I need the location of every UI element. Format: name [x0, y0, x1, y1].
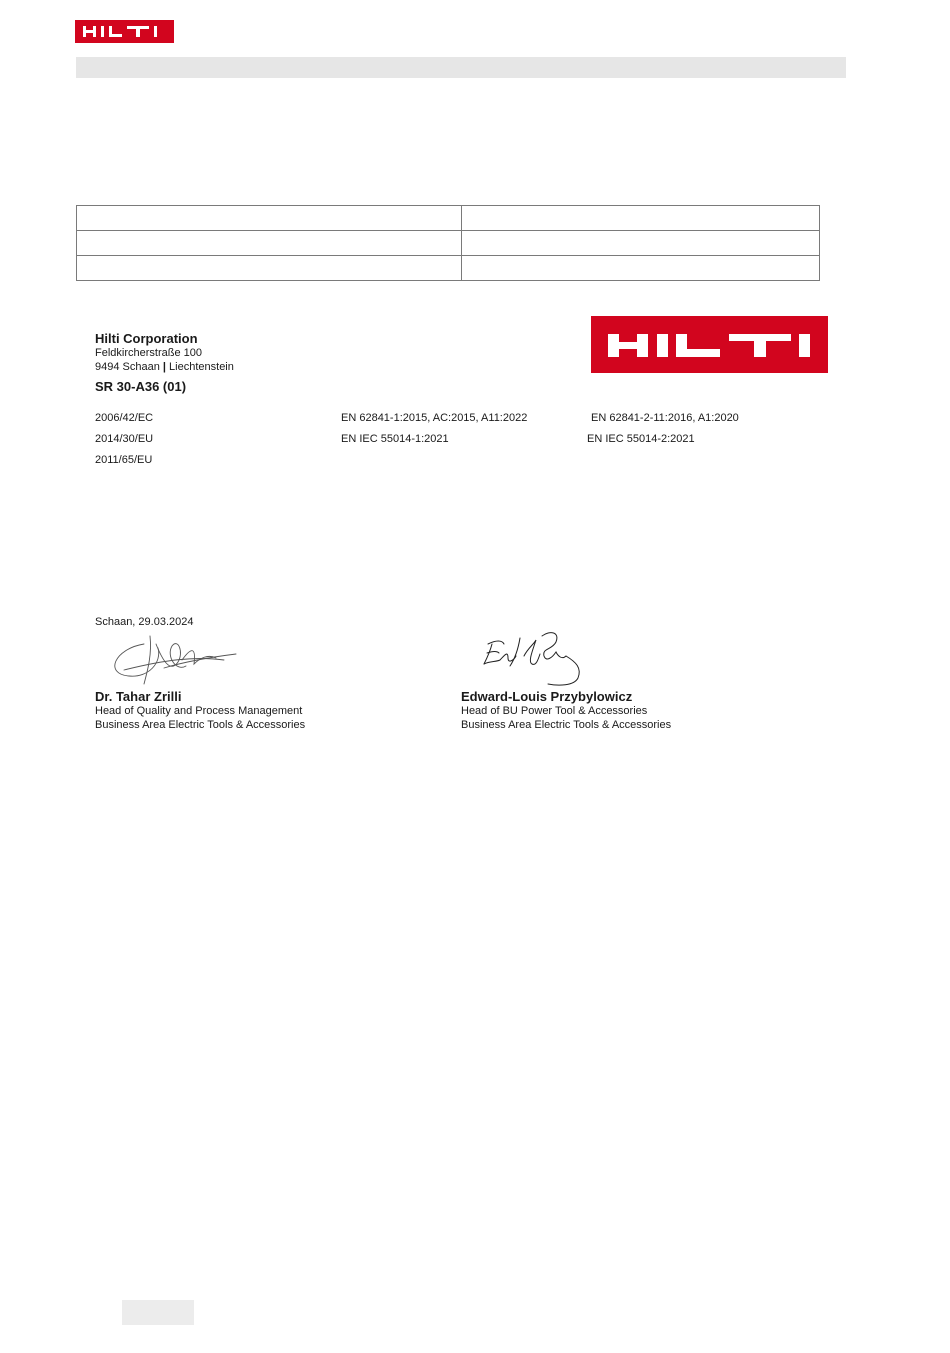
- standard: EN 62841-2-11:2016, A1:2020: [591, 412, 739, 424]
- company-country: Liechtenstein: [169, 361, 234, 373]
- table-row: [77, 256, 820, 281]
- table-cell: [462, 256, 820, 281]
- product-model: SR 30-A36 (01): [95, 379, 187, 394]
- footer-box: [122, 1300, 194, 1325]
- table-row: [77, 231, 820, 256]
- signature-zrilli: [104, 624, 244, 694]
- signer-department: Business Area Electric Tools & Accessories: [461, 719, 672, 731]
- signer-department: Business Area Electric Tools & Accessories: [95, 719, 306, 731]
- standard: EN 62841-1:2015, AC:2015, A11:2022: [341, 412, 528, 424]
- company-name: Hilti Corporation: [95, 331, 198, 346]
- header-bar: [76, 57, 846, 78]
- place-date: Schaan, 29.03.2024: [95, 616, 194, 628]
- signer-title: Head of BU Power Tool & Accessories: [461, 705, 648, 717]
- spec-table: [76, 205, 820, 281]
- directive: 2011/65/EU: [95, 454, 153, 466]
- table-cell: [77, 206, 462, 231]
- hilti-logo: [591, 316, 828, 373]
- standard: EN IEC 55014-2:2021: [587, 433, 695, 445]
- company-city: 9494 Schaan: [95, 361, 160, 373]
- table-row: [77, 206, 820, 231]
- directive: 2006/42/EC: [95, 412, 154, 424]
- address-separator: |: [162, 361, 166, 373]
- directive: 2014/30/EU: [95, 433, 154, 445]
- table-cell: [77, 231, 462, 256]
- signer-title: Head of Quality and Process Management: [95, 705, 303, 717]
- table-cell: [77, 256, 462, 281]
- hilti-logo-small: [75, 20, 174, 43]
- signer-name: Edward-Louis Przybylowicz: [461, 689, 633, 704]
- standard: EN IEC 55014-1:2021: [341, 433, 449, 445]
- signer-name: Dr. Tahar Zrilli: [95, 689, 182, 704]
- table-cell: [462, 206, 820, 231]
- company-city-line: [95, 361, 234, 373]
- signature-przybylowicz: [478, 626, 593, 690]
- company-street: Feldkircherstraße 100: [95, 347, 202, 359]
- table-cell: [462, 231, 820, 256]
